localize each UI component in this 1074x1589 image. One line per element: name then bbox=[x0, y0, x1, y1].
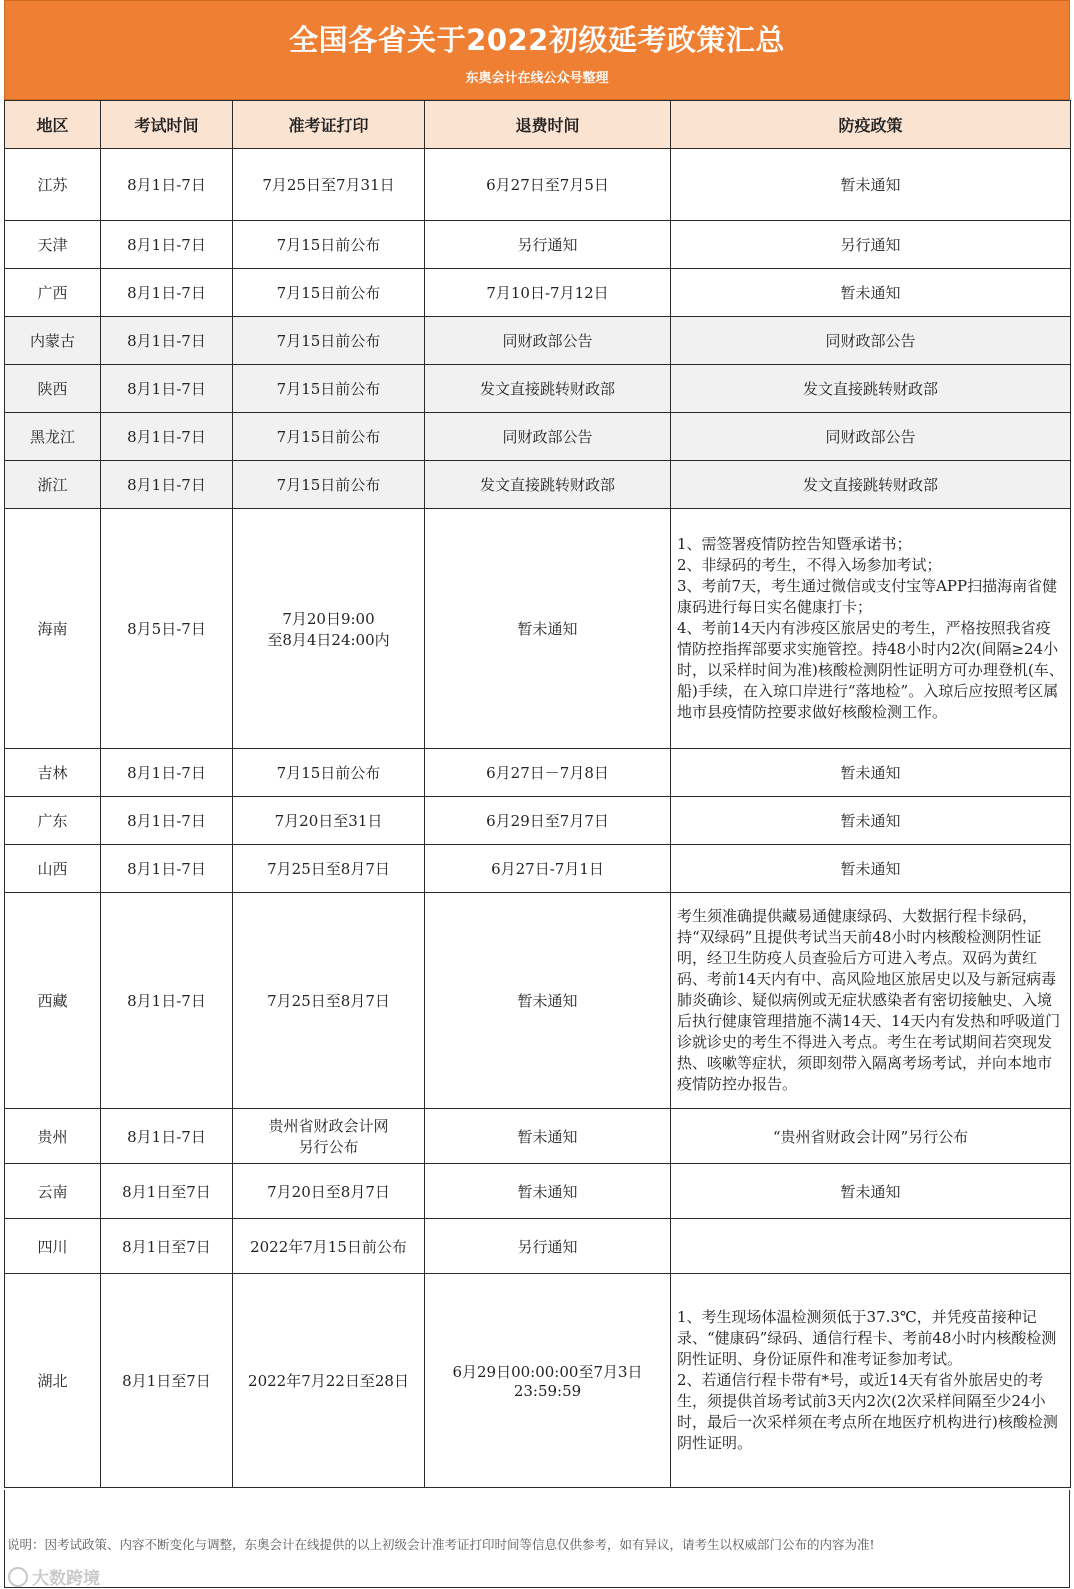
exam-time-cell: 8月1日-7日 bbox=[101, 149, 233, 221]
table-row bbox=[5, 1109, 1071, 1164]
exam-time-cell: 8月1日-7日 bbox=[101, 221, 233, 269]
ticket-print-cell: 7月15日前公布 bbox=[233, 269, 425, 317]
region-cell: 西藏 bbox=[5, 893, 101, 1109]
region-cell: 天津 bbox=[5, 221, 101, 269]
exam-time-cell: 8月1日-7日 bbox=[101, 1109, 233, 1164]
ticket-print-cell: 7月15日前公布 bbox=[233, 749, 425, 797]
exam-time-cell: 8月1日至7日 bbox=[101, 1164, 233, 1219]
refund-time-cell: 7月10日-7月12日 bbox=[425, 269, 671, 317]
ticket-print-cell: 7月15日前公布 bbox=[233, 221, 425, 269]
exam-time-cell: 8月5日-7日 bbox=[101, 509, 233, 749]
region-cell: 广西 bbox=[5, 269, 101, 317]
refund-time-cell: 暂未通知 bbox=[425, 1164, 671, 1219]
epidemic-policy-cell: 暂未通知 bbox=[671, 845, 1071, 893]
table-row bbox=[5, 413, 1071, 461]
table-row bbox=[5, 1219, 1071, 1274]
exam-time-cell: 8月1日-7日 bbox=[101, 269, 233, 317]
refund-time-cell: 发文直接跳转财政部 bbox=[425, 365, 671, 413]
region-cell: 云南 bbox=[5, 1164, 101, 1219]
epidemic-policy-cell: 暂未通知 bbox=[671, 269, 1071, 317]
refund-time-cell: 同财政部公告 bbox=[425, 317, 671, 365]
exam-time-cell: 8月1日-7日 bbox=[101, 797, 233, 845]
ticket-print-cell: 7月25日至8月7日 bbox=[233, 893, 425, 1109]
refund-time-cell: 发文直接跳转财政部 bbox=[425, 461, 671, 509]
ticket-print-cell: 7月20日至8月7日 bbox=[233, 1164, 425, 1219]
refund-time-cell: 暂未通知 bbox=[425, 509, 671, 749]
epidemic-policy-cell: 发文直接跳转财政部 bbox=[671, 365, 1071, 413]
exam-time-cell: 8月1日至7日 bbox=[101, 1274, 233, 1488]
ticket-print-cell: 7月15日前公布 bbox=[233, 365, 425, 413]
exam-time-cell: 8月1日-7日 bbox=[101, 317, 233, 365]
refund-time-cell: 6月27日－7月8日 bbox=[425, 749, 671, 797]
region-cell: 四川 bbox=[5, 1219, 101, 1274]
epidemic-policy-cell bbox=[671, 1219, 1071, 1274]
table-row bbox=[5, 269, 1071, 317]
ticket-print-cell: 7月20日至31日 bbox=[233, 797, 425, 845]
epidemic-policy-cell: 考生须准确提供藏易通健康绿码、大数据行程卡绿码，持“双绿码”且提供考试当天前48小时内核酸检测阴性证明，经卫生防疫人员查验后方可进入考点。双码为黄红码、考前14天内有中、高风险地区旅居史以及与新冠病毒肺炎确诊、疑似病例或无症状感染者有密切接触史、入境后执行健康管理措施不满14天、14天内有发热和呼吸道门诊就诊史的考生不得进入考点。考生在考试期间若突现发热、咳嗽等症状，须即刻带入隔离考场考试，并向本地市疫情防控办报告。 bbox=[671, 893, 1071, 1109]
region-cell: 湖北 bbox=[5, 1274, 101, 1488]
epidemic-policy-cell: 1、需签署疫情防控告知暨承诺书； 2、非绿码的考生，不得入场参加考试； 3、考前7天，考生通过微信或支付宝等APP扫描海南省健康码进行每日实名健康打卡； 4、考前14天内有涉疫区旅居史的考生，严格按照我省疫情防控指挥部要求实施管控。持48小时内2次(间隔≥24小时，以采样时间为准)核酸检测阴性证明方可办理登机(车、船)手续，在入琼口岸进行“落地检”。入琼后应按照考区属地市县疫情防控要求做好核酸检测工作。 bbox=[671, 509, 1071, 749]
table-row bbox=[5, 1274, 1071, 1488]
table-header-row bbox=[5, 101, 1071, 149]
column-header-exam-time: 考试时间 bbox=[101, 101, 233, 149]
epidemic-policy-cell: 暂未通知 bbox=[671, 1164, 1071, 1219]
table-row bbox=[5, 365, 1071, 413]
policy-table bbox=[4, 100, 1071, 1488]
refund-time-cell: 6月27日至7月5日 bbox=[425, 149, 671, 221]
epidemic-policy-cell: 发文直接跳转财政部 bbox=[671, 461, 1071, 509]
table-row bbox=[5, 317, 1071, 365]
table-row bbox=[5, 1164, 1071, 1219]
exam-time-cell: 8月1日-7日 bbox=[101, 749, 233, 797]
ticket-print-cell: 2022年7月22日至28日 bbox=[233, 1274, 425, 1488]
exam-time-cell: 8月1日-7日 bbox=[101, 845, 233, 893]
refund-time-cell: 6月29日至7月7日 bbox=[425, 797, 671, 845]
epidemic-policy-cell: 暂未通知 bbox=[671, 149, 1071, 221]
exam-time-cell: 8月1日-7日 bbox=[101, 461, 233, 509]
disclaimer-note: 说明：因考试政策、内容不断变化与调整，东奥会计在线提供的以上初级会计准考证打印时间等信息仅供参考，如有异议，请考生以权威部门公布的内容为准! bbox=[7, 1537, 875, 1552]
region-cell: 吉林 bbox=[5, 749, 101, 797]
ticket-print-cell: 7月15日前公布 bbox=[233, 461, 425, 509]
refund-time-cell: 另行通知 bbox=[425, 221, 671, 269]
ticket-print-cell: 7月15日前公布 bbox=[233, 317, 425, 365]
region-cell: 山西 bbox=[5, 845, 101, 893]
page-subtitle: 东奥会计在线公众号整理 bbox=[465, 71, 609, 86]
table-body bbox=[5, 149, 1071, 1488]
brand-logo-icon bbox=[8, 1567, 28, 1587]
page-title: 全国各省关于2022初级延考政策汇总 bbox=[289, 23, 785, 57]
exam-time-cell: 8月1日-7日 bbox=[101, 413, 233, 461]
epidemic-policy-cell: 另行通知 bbox=[671, 221, 1071, 269]
exam-time-cell: 8月1日至7日 bbox=[101, 1219, 233, 1274]
document-page bbox=[4, 0, 1070, 1588]
refund-time-cell: 暂未通知 bbox=[425, 893, 671, 1109]
column-header-region: 地区 bbox=[5, 101, 101, 149]
table-row bbox=[5, 845, 1071, 893]
table-row bbox=[5, 797, 1071, 845]
table-row bbox=[5, 149, 1071, 221]
epidemic-policy-cell: 同财政部公告 bbox=[671, 317, 1071, 365]
region-cell: 黑龙江 bbox=[5, 413, 101, 461]
column-header-refund-time: 退费时间 bbox=[425, 101, 671, 149]
epidemic-policy-cell: 同财政部公告 bbox=[671, 413, 1071, 461]
column-header-ticket-print: 准考证打印 bbox=[233, 101, 425, 149]
column-header-epidemic-policy: 防疫政策 bbox=[671, 101, 1071, 149]
footer-note-box bbox=[4, 1490, 1070, 1588]
region-cell: 内蒙古 bbox=[5, 317, 101, 365]
ticket-print-cell: 7月15日前公布 bbox=[233, 413, 425, 461]
exam-time-cell: 8月1日-7日 bbox=[101, 893, 233, 1109]
refund-time-cell: 同财政部公告 bbox=[425, 413, 671, 461]
epidemic-policy-cell: 暂未通知 bbox=[671, 797, 1071, 845]
ticket-print-cell: 7月20日9:00 至8月4日24:00内 bbox=[233, 509, 425, 749]
region-cell: 广东 bbox=[5, 797, 101, 845]
header-banner bbox=[4, 0, 1070, 100]
region-cell: 海南 bbox=[5, 509, 101, 749]
refund-time-cell: 另行通知 bbox=[425, 1219, 671, 1274]
epidemic-policy-cell: 暂未通知 bbox=[671, 749, 1071, 797]
table-row bbox=[5, 221, 1071, 269]
region-cell: 陕西 bbox=[5, 365, 101, 413]
ticket-print-cell: 贵州省财政会计网 另行公布 bbox=[233, 1109, 425, 1164]
table-row bbox=[5, 893, 1071, 1109]
refund-time-cell: 暂未通知 bbox=[425, 1109, 671, 1164]
ticket-print-cell: 2022年7月15日前公布 bbox=[233, 1219, 425, 1274]
region-cell: 贵州 bbox=[5, 1109, 101, 1164]
region-cell: 浙江 bbox=[5, 461, 101, 509]
ticket-print-cell: 7月25日至7月31日 bbox=[233, 149, 425, 221]
epidemic-policy-cell: 1、考生现场体温检测须低于37.3℃，并凭疫苗接种记录、“健康码”绿码、通信行程卡、考前48小时内核酸检测阴性证明、身份证原件和准考证参加考试。 2、若通信行程卡带有*号，或近14天有省外旅居史的考生，须提供首场考试前3天内2次(2次采样间隔至少24小时，最后一次采样须在考点所在地医疗机构进行)核酸检测阴性证明。 bbox=[671, 1274, 1071, 1488]
epidemic-policy-cell: “贵州省财政会计网”另行公布 bbox=[671, 1109, 1071, 1164]
exam-time-cell: 8月1日-7日 bbox=[101, 365, 233, 413]
watermark-text: 大数跨境 bbox=[32, 1569, 100, 1589]
region-cell: 江苏 bbox=[5, 149, 101, 221]
ticket-print-cell: 7月25日至8月7日 bbox=[233, 845, 425, 893]
watermark-logo bbox=[8, 1564, 100, 1589]
table-row bbox=[5, 509, 1071, 749]
table-row bbox=[5, 461, 1071, 509]
refund-time-cell: 6月29日00:00:00至7月3日 23:59:59 bbox=[425, 1274, 671, 1488]
table-row bbox=[5, 749, 1071, 797]
refund-time-cell: 6月27日-7月1日 bbox=[425, 845, 671, 893]
